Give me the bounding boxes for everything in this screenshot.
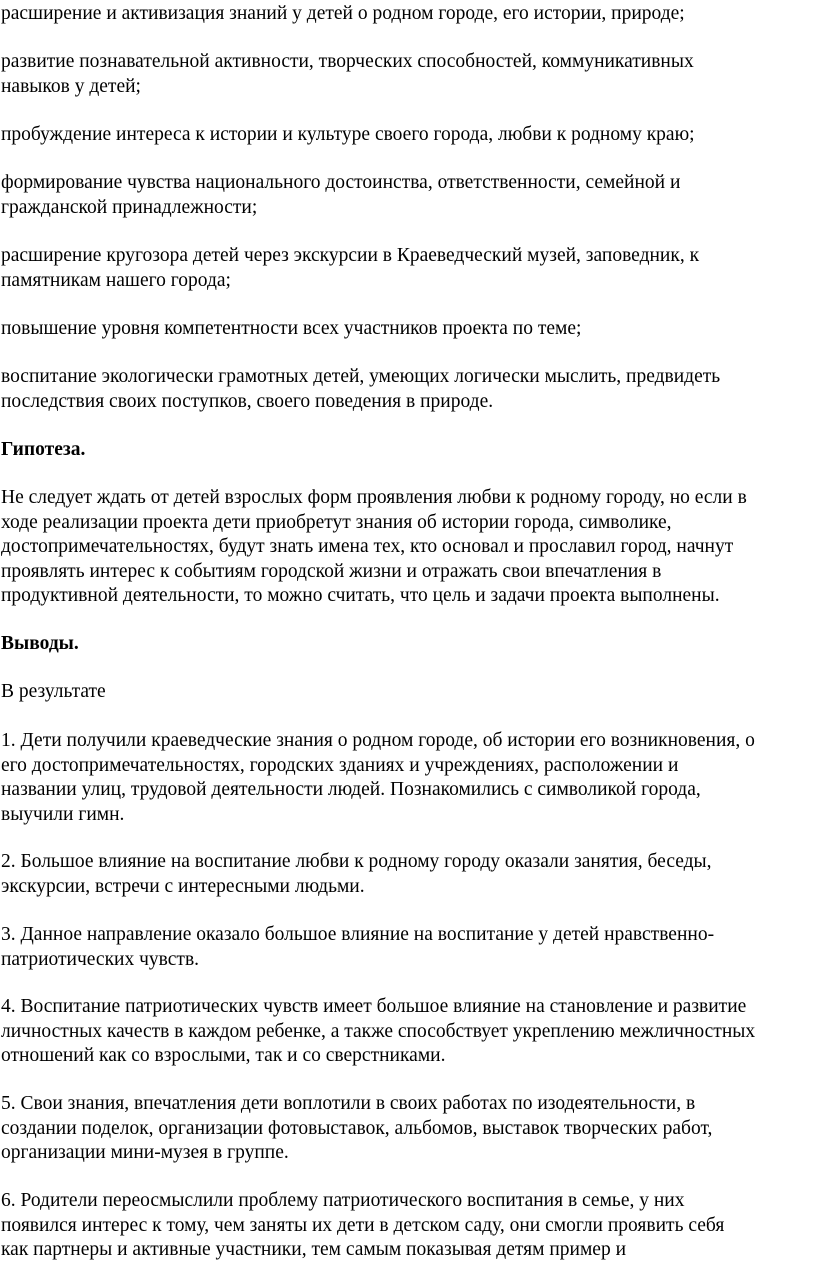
- goal-item-knowledge-expansion: [1, 2, 685, 27]
- text-line: создании поделок, организации фотовыставок, альбомов, выставок творческих работ,: [1, 1117, 713, 1139]
- text-line: его достопримечательностях, городских зданиях и учреждениях, расположении и: [1, 754, 679, 776]
- text-line: как партнеры и активные участники, тем самым показывая детям пример и: [1, 1239, 627, 1260]
- text-line: ходе реализации проекта дети приобретут знания об истории города, символике,: [1, 511, 672, 533]
- conclusion-item-2: [1, 850, 712, 899]
- text-line: организации мини-музея в группе.: [1, 1142, 289, 1163]
- text-line: отношений как со взрослыми, так и со сверстниками.: [1, 1045, 446, 1066]
- text-line: памятникам нашего города;: [1, 269, 231, 291]
- conclusions-heading: [1, 632, 79, 657]
- hypothesis-heading: [1, 438, 85, 463]
- result-intro: [1, 680, 106, 705]
- goal-item-competence: [1, 317, 581, 342]
- conclusion-item-1: [1, 729, 755, 827]
- text-line: выучили гимн.: [1, 803, 125, 825]
- text-line: навыков у детей;: [1, 75, 141, 97]
- text-line: формирование чувства национального достоинства, ответственности, семейной и: [1, 172, 681, 193]
- text-line: 1. Дети получили краеведческие знания о родном городе, об истории его возникновения, о: [1, 730, 755, 751]
- text-line: воспитание экологически грамотных детей, умеющих логически мыслить, предвидеть: [1, 366, 721, 387]
- text-line: личностных качеств в каждом ребенке, а также способствует укреплению межличностных: [1, 1020, 756, 1042]
- text-line: последствия своих поступков, своего поведения в природе.: [1, 390, 494, 412]
- text-line: расширение и активизация знаний у детей о родном городе, его истории, природе;: [1, 3, 685, 24]
- text-line: названии улиц, трудовой деятельности людей. Познакомились с символикой города,: [1, 779, 701, 800]
- text-line: 6. Родители переосмыслили проблему патриотического воспитания в семье, у них: [1, 1190, 685, 1211]
- text-line: 4. Воспитание патриотических чувств имеет большое влияние на становление и развитие: [1, 996, 747, 1017]
- text-line: 5. Свои знания, впечатления дети воплотили в своих работах по изодеятельности, в: [1, 1093, 696, 1114]
- conclusion-item-4: [1, 995, 755, 1069]
- text-line: 3. Данное направление оказало большое влияние на воспитание у детей нравственно-: [1, 924, 715, 945]
- text-line: патриотических чувств.: [1, 948, 200, 970]
- conclusion-item-3: [1, 923, 714, 972]
- text-line: В результате: [1, 681, 106, 702]
- goal-item-cognitive-activity: [1, 50, 694, 99]
- text-line: продуктивной деятельности, то можно считать, что цель и задачи проекта выполнены.: [1, 585, 720, 606]
- text-line: развитие познавательной активности, творческих способностей, коммуникативных: [1, 51, 694, 72]
- goal-item-ecology: [1, 365, 720, 414]
- conclusion-item-6: [1, 1189, 724, 1263]
- text-line: экскурсии, встречи с интересными людьми.: [1, 875, 365, 897]
- text-line: появился интерес к тому, чем заняты их дети в детском саду, они смогли проявить себя: [1, 1214, 725, 1236]
- heading-text: Выводы.: [1, 633, 79, 654]
- text-line: 2. Большое влияние на воспитание любви к родному городу оказали занятия, беседы,: [1, 851, 712, 872]
- text-line: достопримечательностях, будут знать имена тех, кто основал и прославил город, начнут: [1, 536, 734, 557]
- goal-item-excursions: [1, 244, 699, 293]
- text-line: гражданской принадлежности;: [1, 196, 258, 218]
- hypothesis-paragraph: [1, 486, 747, 609]
- text-line: повышение уровня компетентности всех участников проекта по теме;: [1, 318, 582, 339]
- text-line: Не следует ждать от детей взрослых форм проявления любви к родному городу, но если в: [1, 487, 747, 508]
- text-line: проявлять интерес к событиям городской жизни и отражать свои впечатления в: [1, 560, 662, 582]
- text-line: пробуждение интереса к истории и культуре своего города, любви к родному краю;: [1, 124, 695, 145]
- conclusion-item-5: [1, 1092, 712, 1166]
- text-line: расширение кругозора детей через экскурсии в Краеведческий музей, заповедник, к: [1, 245, 700, 266]
- goal-item-national-dignity: [1, 171, 680, 220]
- heading-text: Гипотеза.: [1, 439, 86, 460]
- goal-item-interest-history: [1, 123, 695, 148]
